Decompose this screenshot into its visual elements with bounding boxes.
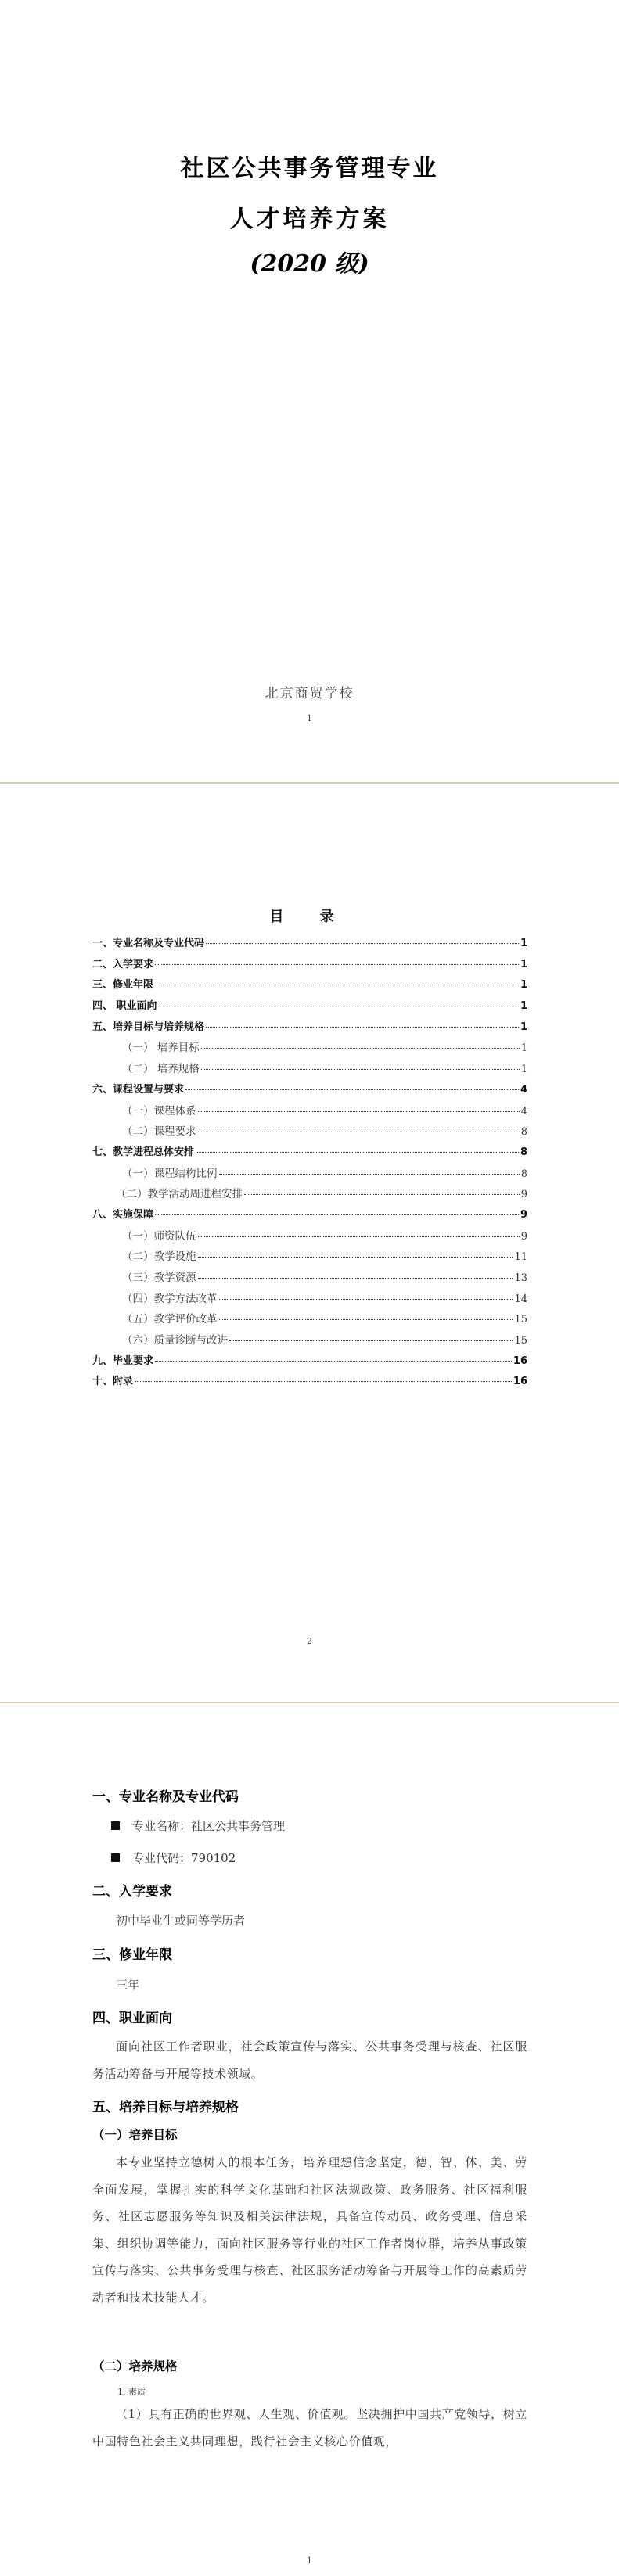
goal-paragraph: 本专业坚持立德树人的根本任务，培养理想信念坚定，德、智、体、美、劳全面发展，掌握扎实的科学文化基础和社区法规政策、政务服务、社区福利服务、社区志愿服务等知识及相关法律法规，具备宣传动员、政务受理、信息采集、组织协调等能力，面向社区服务等行业的社区工作者岗位群，培养从事政策宣传与落实、公共事务受理与核查、社区服务活动筹备与开展等工作的高素质劳动者和技术技能人才。 [92, 2155, 527, 2305]
page-number: 2 [307, 1636, 312, 1646]
cover-title-major: 社区公共事务管理专业 [180, 155, 439, 182]
toc-entry-text: （一）课程体系 [122, 1104, 196, 1118]
major-name-line [92, 1817, 527, 1834]
toc-entry[interactable] [92, 1206, 527, 1227]
toc-entry[interactable] [92, 976, 527, 997]
toc-dot-leader [219, 1174, 520, 1175]
toc-entry-text: （二）课程要求 [122, 1125, 196, 1139]
section-heading: 三、修业年限 [92, 1947, 172, 1963]
toc-entry-text: （三）教学资源 [122, 1272, 196, 1284]
major-code-line [92, 1849, 527, 1866]
toc-dot-leader [185, 1089, 519, 1090]
toc-entry-text: （六）质量诊断与改进 [122, 1334, 228, 1347]
toc-entry-page: 14 [514, 1293, 527, 1305]
table-of-contents [92, 935, 527, 1394]
toc-dot-leader [244, 1194, 520, 1195]
toc-dot-leader [155, 1361, 512, 1362]
toc-dot-leader [219, 1319, 513, 1320]
toc-dot-leader [201, 1048, 520, 1049]
toc-subentry[interactable] [92, 1102, 527, 1123]
toc-dot-leader [198, 1257, 513, 1258]
toc-entry-text: （一） 培养目标 [122, 1042, 200, 1055]
page-number: 1 [307, 713, 312, 723]
toc-entry-page: 13 [514, 1272, 527, 1284]
toc-subentry[interactable] [92, 1310, 527, 1331]
toc-entry-page: 16 [513, 1354, 527, 1367]
admission-text: 初中毕业生或同等学历者 [116, 1914, 246, 1928]
duration-text: 三年 [116, 1978, 140, 1992]
page-number: 1 [307, 2556, 312, 2566]
toc-subentry[interactable] [92, 1331, 527, 1352]
toc-entry[interactable] [92, 935, 527, 956]
toc-entry-text: 一、专业名称及专业代码 [92, 938, 205, 949]
square-bullet-icon [111, 1821, 120, 1830]
major-code-text: 专业代码：790102 [132, 1851, 236, 1865]
toc-entry[interactable] [92, 997, 527, 1018]
toc-subentry[interactable] [92, 1268, 527, 1290]
toc-subentry[interactable] [92, 1227, 527, 1248]
toc-dot-leader [229, 1340, 513, 1341]
toc-entry[interactable] [92, 1372, 527, 1394]
toc-entry-page: 15 [514, 1335, 527, 1347]
quality-label: 1. 素质 [117, 2387, 146, 2397]
toc-entry[interactable] [92, 1352, 527, 1373]
toc-entry-page: 1 [520, 979, 527, 992]
toc-dot-leader [198, 1111, 520, 1112]
toc-entry-page: 8 [520, 1146, 527, 1158]
section-heading: 四、职业面向 [92, 2011, 172, 2026]
quality-paragraph: （1）具有正确的世界观、人生观、价值观。坚决拥护中国共产党领导，树立中国特色社会主义共同理想，践行社会主义核心价值观， [92, 2407, 527, 2449]
toc-entry-text: （四）教学方法改革 [122, 1292, 218, 1305]
cover-title-plan: 人才培养方案 [229, 206, 390, 233]
cover-school-name: 北京商贸学校 [265, 686, 354, 701]
toc-subentry[interactable] [92, 1060, 527, 1081]
toc-subentry[interactable] [92, 1122, 527, 1143]
toc-entry-text: 六、课程设置与要求 [92, 1083, 185, 1096]
toc-entry-text: （一）课程结构比例 [122, 1167, 218, 1180]
toc-subentry[interactable] [92, 1185, 527, 1206]
toc-subentry[interactable] [92, 1290, 527, 1311]
toc-entry-page: 9 [520, 1189, 527, 1201]
toc-entry-page: 1 [520, 1021, 527, 1033]
square-bullet-icon [111, 1853, 120, 1862]
toc-entry-page: 1 [520, 1000, 527, 1013]
toc-entry-page: 9 [520, 1208, 527, 1221]
toc-dot-leader [155, 964, 519, 965]
toc-dot-leader [198, 1278, 513, 1279]
toc-entry-text: 八、实施保障 [92, 1208, 154, 1221]
toc-entry-text: 七、教学进程总体安排 [92, 1146, 195, 1158]
section-heading: 五、培养目标与培养规格 [92, 2100, 239, 2115]
toc-entry[interactable] [92, 1143, 527, 1164]
toc-entry-page: 8 [520, 1168, 527, 1180]
toc-entry-text: （一）师资队伍 [122, 1229, 196, 1243]
toc-entry-text: 十、附录 [92, 1376, 134, 1388]
toc-entry-text: 五、培养目标与培养规格 [92, 1021, 205, 1033]
toc-dot-leader [206, 943, 519, 944]
toc-entry[interactable] [92, 1081, 527, 1102]
page-separator [0, 1702, 619, 1703]
toc-dot-leader [196, 1152, 519, 1153]
page-separator [0, 782, 619, 784]
toc-dot-leader [206, 1027, 519, 1028]
toc-entry-text: 三、修业年限 [92, 979, 154, 992]
toc-dot-leader [135, 1381, 512, 1382]
toc-subentry[interactable] [92, 1164, 527, 1186]
toc-entry-page: 1 [520, 1042, 527, 1055]
toc-entry-text: 二、入学要求 [92, 958, 154, 970]
toc-entry-text: （二）教学活动周进程安排 [116, 1188, 243, 1201]
section-heading: 一、专业名称及专业代码 [92, 1789, 239, 1805]
career-paragraph: 面向社区工作者职业，社会政策宣传与落实、公共事务受理与核查、社区服务活动筹备与开展等技术领域。 [92, 2040, 527, 2081]
toc-entry-page: 1 [520, 938, 527, 949]
toc-title: 目 录 [269, 909, 350, 925]
subsection-heading: （二）培养规格 [92, 2359, 178, 2373]
toc-entry-text: （二） 培养规格 [122, 1063, 200, 1076]
toc-entry-page: 4 [520, 1083, 527, 1096]
toc-entry[interactable] [92, 956, 527, 977]
toc-dot-leader [201, 1069, 520, 1070]
section-heading: 二、入学要求 [92, 1884, 172, 1900]
toc-entry[interactable] [92, 1018, 527, 1039]
cover-title-grade: (2020 级) [250, 250, 369, 278]
toc-entry-page: 1 [520, 958, 527, 970]
toc-dot-leader [219, 1299, 513, 1300]
toc-subentry[interactable] [92, 1039, 527, 1060]
toc-entry-page: 9 [520, 1230, 527, 1243]
cover-page [0, 0, 619, 782]
toc-dot-leader [198, 1236, 520, 1237]
toc-entry-page: 4 [520, 1105, 527, 1118]
subsection-heading: （一）培养目标 [92, 2128, 178, 2142]
toc-entry-text: （五）教学评价改革 [122, 1313, 218, 1326]
toc-subentry[interactable] [92, 1247, 527, 1268]
toc-entry-page: 11 [514, 1251, 527, 1264]
toc-dot-leader [155, 1214, 519, 1215]
toc-entry-text: 九、毕业要求 [92, 1354, 154, 1367]
major-name-text: 专业名称：社区公共事务管理 [132, 1819, 286, 1833]
toc-entry-page: 1 [520, 1064, 527, 1076]
toc-entry-page: 16 [513, 1376, 527, 1388]
toc-entry-text: 四、 职业面向 [92, 1000, 157, 1013]
toc-entry-page: 8 [520, 1126, 527, 1139]
toc-entry-page: 15 [514, 1314, 527, 1326]
toc-entry-text: （二）教学设施 [122, 1250, 196, 1264]
